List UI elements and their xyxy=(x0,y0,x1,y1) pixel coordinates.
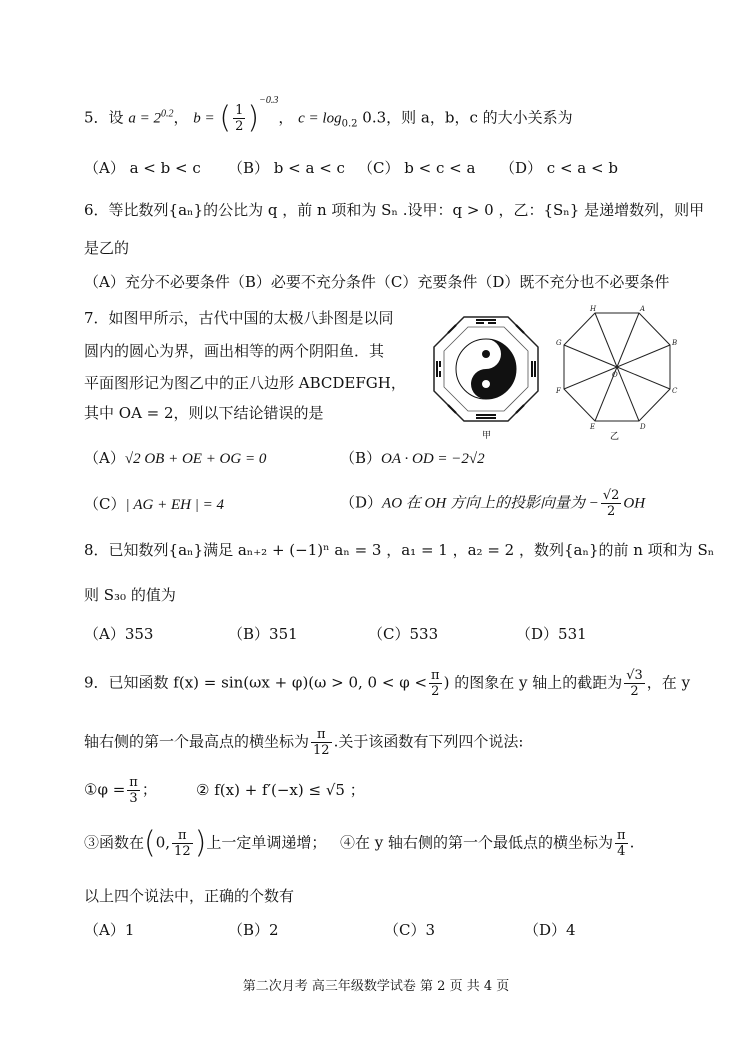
taiji-bagua-figure xyxy=(426,305,546,445)
q9-option-b: （B）2 xyxy=(228,921,279,939)
q5-option-b: （B） b < a < c xyxy=(228,159,345,177)
q5-option-a: （A） a < b < c xyxy=(84,159,201,177)
yin-yang-symbol xyxy=(456,339,516,399)
q7-stem-line3: 平面图形记为图乙中的正八边形 ABCDEFGH， xyxy=(84,374,406,392)
vertex-label-f: F xyxy=(556,387,561,395)
q9-frac-pi-2: $\frac{\pi}{2}$ xyxy=(431,668,440,699)
q8-stem-line2: 则 S₃₀ 的值为 xyxy=(84,586,176,604)
figure-jia-label: 甲 xyxy=(482,431,492,441)
q7-option-a: （A）√2 OB + OE + OG = 0 xyxy=(84,449,267,467)
q9-option-a: （A）1 xyxy=(84,921,135,939)
q9-s1-fraction: $\frac{\pi}{3}$ xyxy=(129,775,138,806)
q6-stem-line2: 是乙的 xyxy=(84,239,130,257)
q5-option-d: （D） c < a < b xyxy=(500,159,618,177)
q9-frac-pi-12: $\frac{\pi}{12}$ xyxy=(313,727,330,758)
q6-stem-line1: 6．等比数列{aₙ}的公比为 q ，前 n 项和为 Sₙ .设甲：q > 0 ，乙：{Sₙ} 是递增数列，则甲 xyxy=(84,201,705,219)
q5-stem: 5．设 $a = 2^{0.2}$， b = ( $\frac{1}{2}$ )$^{-0.3}$， $c = \log_{0.2} 0.3$，则 a，b，c 的大小关系为 xyxy=(84,94,573,136)
q8-option-d: （D）531 xyxy=(516,625,587,643)
q7-option-c: （C）| AG + EH | = 4 xyxy=(84,495,224,513)
vertex-label-g: G xyxy=(556,339,562,347)
q9-s4-fraction: $\frac{\pi}{4}$ xyxy=(617,828,626,859)
figure-yi-label: 乙 xyxy=(610,432,620,442)
q5-b-fraction: $\frac{1}{2}$ xyxy=(235,103,244,134)
q8-stem-line1: 8．已知数列{aₙ}满足 aₙ₊₂ + (−1)ⁿ aₙ = 3 ，a₁ = 1 ，a₂ = 2 ，数列{aₙ}的前 n 项和为 Sₙ xyxy=(84,541,715,559)
vertex-label-c: C xyxy=(672,387,678,395)
q8-option-b: （B）351 xyxy=(228,625,298,643)
q7-option-d: （D）AO 在 OH 方向上的投影向量为 − $\frac{√2}{2}$ OH xyxy=(340,488,646,519)
q9-stem-line2: 轴右侧的第一个最高点的横坐标为 $\frac{\pi}{12}$ .关于该函数有下列四个说法: xyxy=(84,727,524,758)
q7-option-d-fraction: $\frac{√2}{2}$ xyxy=(602,488,620,519)
vertex-label-d: D xyxy=(640,423,646,431)
vertex-label-h: H xyxy=(590,305,597,313)
page-footer: 第二次月考 高三年级数学试卷 第 2 页 共 4 页 xyxy=(242,979,510,994)
q9-statement-1: ①φ = $\frac{\pi}{3}$ ； xyxy=(84,775,157,806)
q9-stem-line1: 9．已知函数 f(x) = sin(ωx + φ)(ω > 0, 0 < φ < $\frac{\pi}{2}$ ) 的图象在 y 轴上的截距为 $\frac{√3}{2}$ ，在 y xyxy=(84,668,691,699)
q6-options: （A）充分不必要条件（B）必要不充分条件（C）充要条件（D）既不充分也不必要条件 xyxy=(84,273,670,291)
q9-frac-sqrt3-2: $\frac{√3}{2}$ xyxy=(626,668,643,699)
q7-stem-line1: 7．如图甲所示，古代中国的太极八卦图是以同 xyxy=(84,309,394,327)
q8-option-c: （C）533 xyxy=(368,625,439,643)
q7-stem-line4: 其中 OA = 2，则以下结论错误的是 xyxy=(84,404,324,422)
vertex-label-e: E xyxy=(590,423,596,431)
q9-s3-fraction: $\frac{\pi}{12}$ xyxy=(174,828,191,859)
q9-option-c: （C）3 xyxy=(384,921,436,939)
q7-option-b: （B）OA · OD = −2√2 xyxy=(340,449,485,467)
vertex-label-b: B xyxy=(672,339,678,347)
vertex-label-o: O xyxy=(612,371,618,379)
q9-statement-4: ④在 y 轴右侧的第一个最低点的横坐标为 $\frac{\pi}{4}$ . xyxy=(340,828,635,859)
vertex-label-a: A xyxy=(640,305,646,313)
octagon-figure xyxy=(550,305,680,445)
q9-option-d: （D）4 xyxy=(524,921,576,939)
q9-statement-2: ② f(x) + f′(−x) ≤ √5 ； xyxy=(196,781,365,799)
q9-summary: 以上四个说法中，正确的个数有 xyxy=(84,887,295,905)
octagon-shape xyxy=(564,313,670,421)
q8-option-a: （A）353 xyxy=(84,625,154,643)
q9-statement-3: ③函数在(0, $\frac{\pi}{12}$ )上一定单调递增； xyxy=(84,825,327,861)
q5-option-c: （C） b < c < a xyxy=(358,159,476,177)
q7-stem-line2: 圆内的圆心为界，画出相等的两个阴阳鱼．其 xyxy=(84,342,385,360)
